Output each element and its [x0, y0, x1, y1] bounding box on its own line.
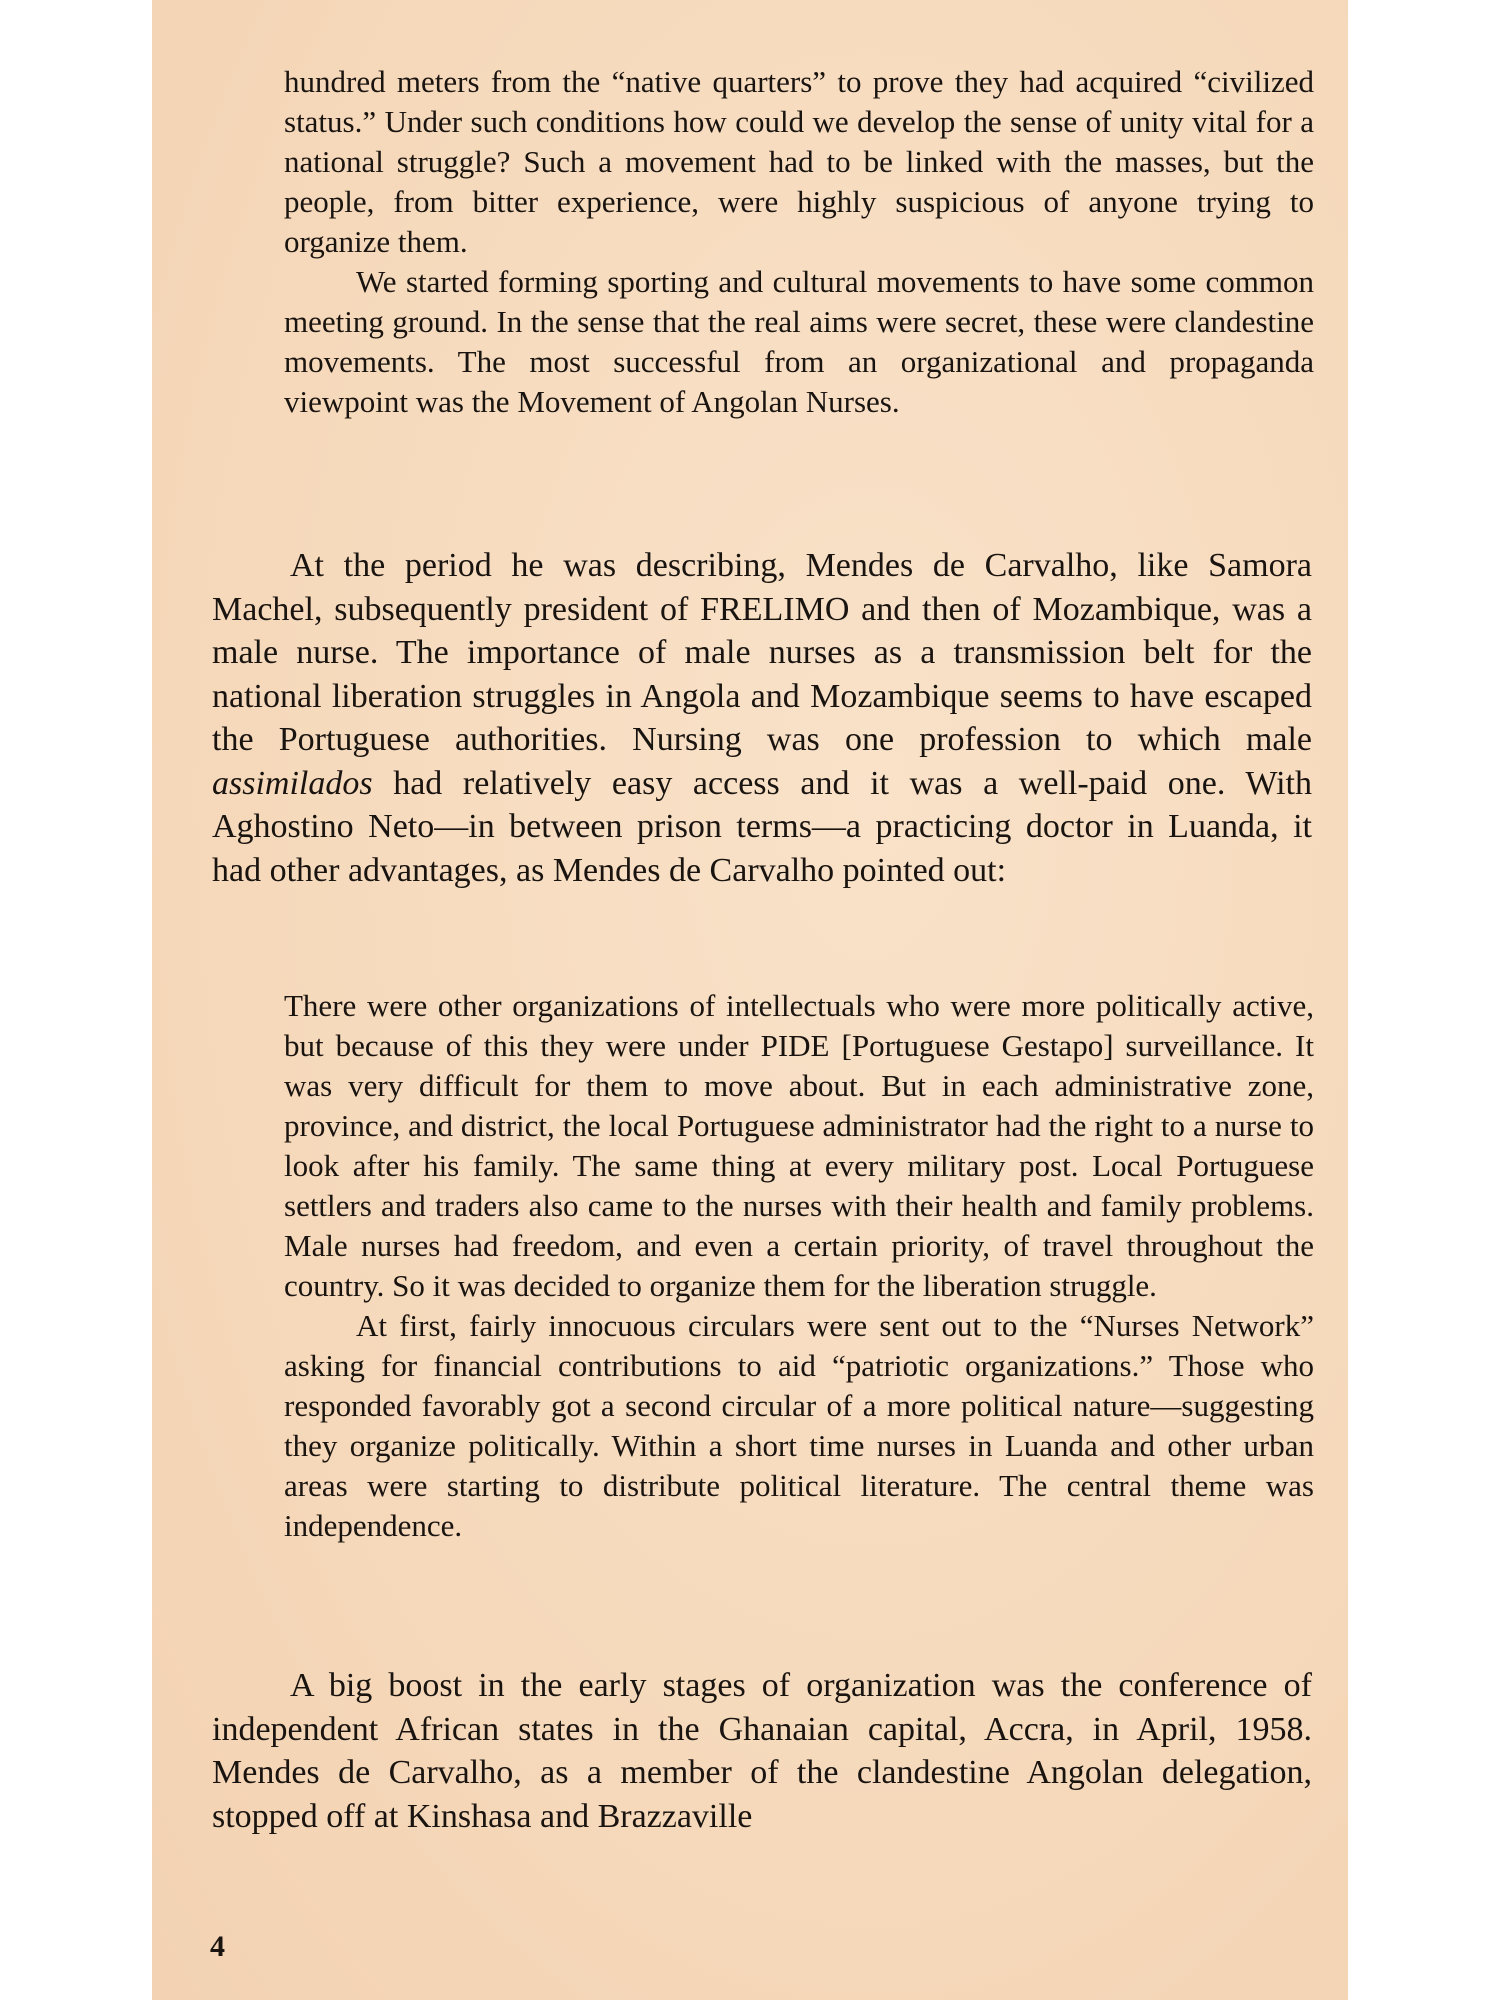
quote-2-paragraph-1: There were other organizations of intellectuals who were more politically active, but because of this they were under PIDE [Portuguese Gestapo] surveillance. It was very difficult for them to move about. But in each administrative zone, province, and district, the local Portuguese administrator had the right to a nurse to look after his family. The same thing at every military post. Local Portuguese settlers and traders also came to the nurses with their health and family problems. Male nurses had freedom, and even a certain priority, of travel throughout the country. So it was decided to organize them for the liberation struggle.: [284, 988, 1314, 1303]
body-1-text-after-italic: had relatively easy access and it was a well-paid one. With Aghostino Neto—in between prison terms—a practicing doctor in Luanda, it had other advantages, as Mendes de Carvalho pointed out:: [212, 764, 1312, 889]
quote-1-paragraph-1: hundred meters from the “native quarters” to prove they had acquired “civilized status.” Under such conditions how could we develop the sense of unity vital for a national struggle? Such a movement had to be linked with the masses, but the people, from bitter experience, were highly suspicious of anyone trying to organize them.: [284, 64, 1314, 259]
quote-1-paragraph-2: We started forming sporting and cultural movements to have some common meeting ground. In the sense that the real aims were secret, these were clandestine movements. The most successful from an organizational and propaganda viewpoint was the Movement of Angolan Nurses.: [284, 264, 1314, 419]
block-quote-2: [284, 986, 1314, 1546]
block-quote-1: [284, 62, 1314, 422]
quote-2-paragraph-2: At first, fairly innocuous circulars were sent out to the “Nurses Network” asking for financial contributions to aid “patriotic organizations.” Those who responded favorably got a second circular of a more political nature—suggesting they organize politically. Within a short time nurses in Luanda and other urban areas were starting to distribute political literature. The central theme was independence.: [284, 1308, 1314, 1543]
page-number: 4: [210, 1930, 225, 1963]
body-1-text-before-italic: At the period he was describing, Mendes de Carvalho, like Samora Machel, subsequently president of FRELIMO and then of Mozambique, was a male nurse. The importance of male nurses as a transmission belt for the national liberation struggles in Angola and Mozambique seems to have escaped the Portuguese authorities. Nursing was one profession to which male: [212, 547, 1312, 758]
body-paragraph-1: [212, 544, 1312, 892]
body-1-italic-term: assimilados: [212, 764, 373, 802]
body-paragraph-2: A big boost in the early stages of organization was the conference of independent African states in the Ghanaian capital, Accra, in April, 1958. Mendes de Carvalho, as a member of the clandestine Angolan delegation, stopped off at Kinshasa and Brazzaville: [212, 1667, 1312, 1835]
